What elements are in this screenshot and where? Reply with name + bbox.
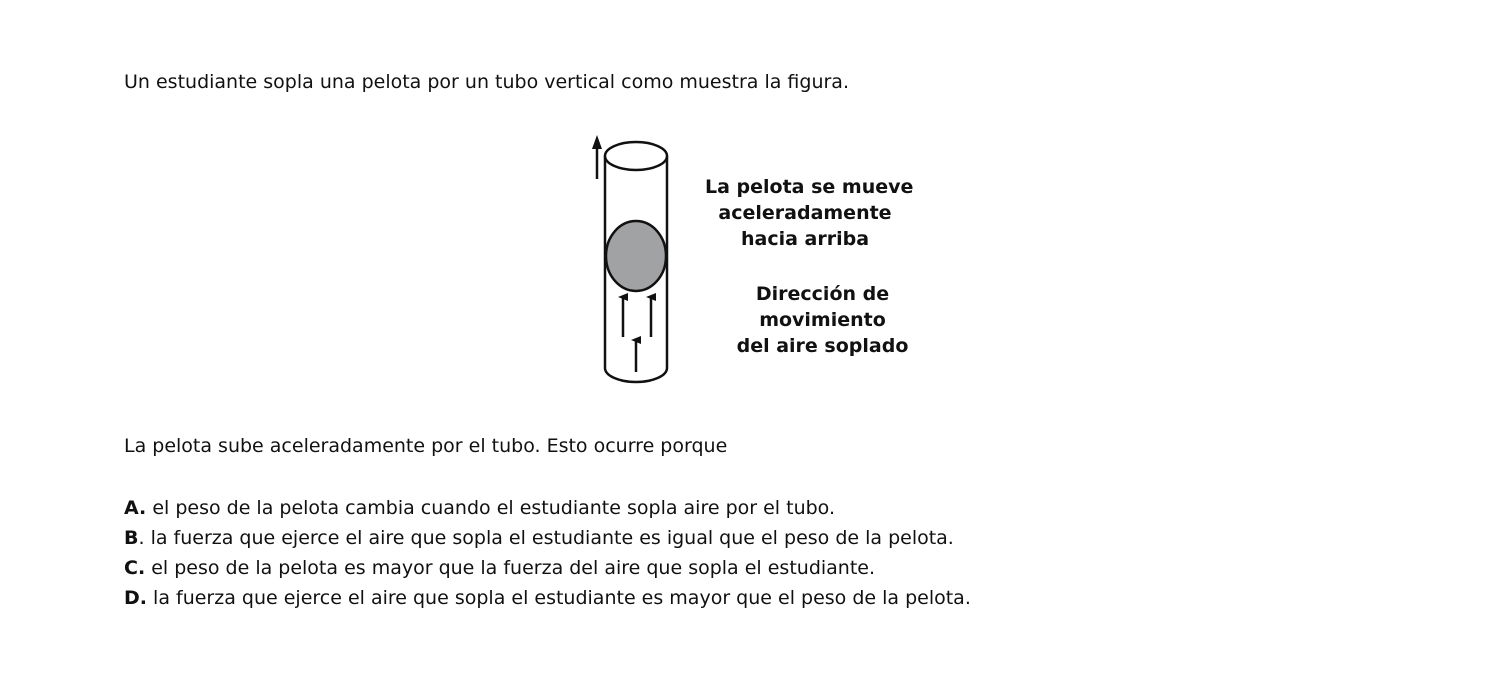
option-b[interactable]: B. la fuerza que ejerce el aire que sopla el estudiante es igual que el peso de la pelota. — [124, 527, 954, 549]
ball — [606, 221, 666, 291]
option-a[interactable]: A. el peso de la pelota cambia cuando el estudiante sopla aire por el tubo. — [124, 497, 836, 519]
up-arrow-icon — [590, 135, 604, 181]
ball-motion-label: La pelota se mueve aceleradamente hacia arriba — [705, 176, 914, 250]
option-d[interactable]: D. la fuerza que ejerce el aire que sopla el estudiante es mayor que el peso de la pelota. — [124, 587, 971, 609]
intro-text: Un estudiante sopla una pelota por un tubo vertical como muestra la figura. — [124, 71, 849, 93]
question-text: La pelota sube aceleradamente por el tubo. Esto ocurre porque — [124, 435, 728, 457]
answer-options — [124, 493, 971, 613]
tube-figure — [590, 135, 950, 390]
option-c[interactable]: C. el peso de la pelota es mayor que la fuerza del aire que sopla el estudiante. — [124, 557, 876, 579]
air-direction-label: Dirección de movimiento del aire soplado — [736, 283, 909, 357]
